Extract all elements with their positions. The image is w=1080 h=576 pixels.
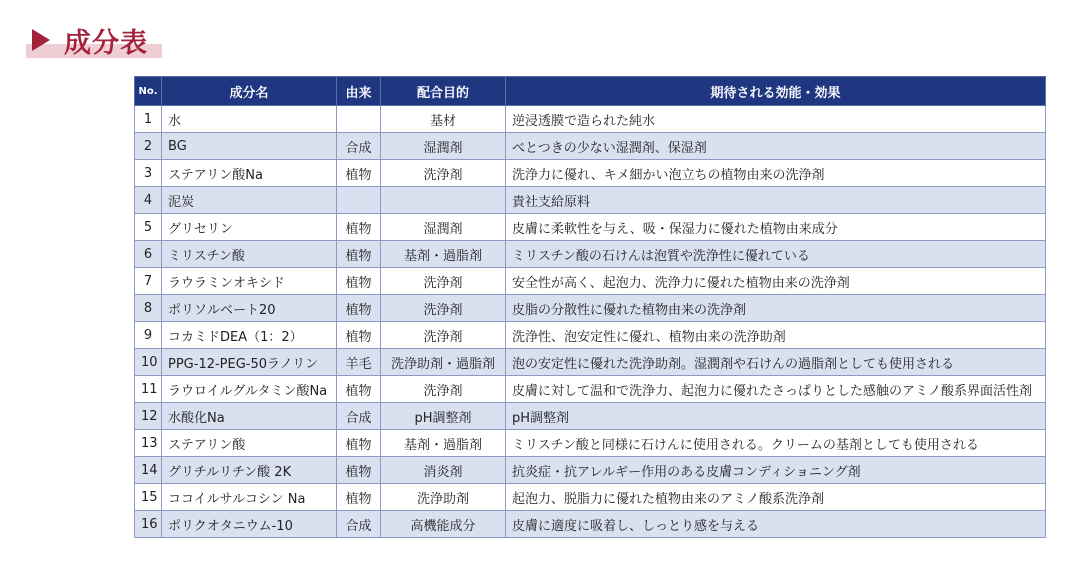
cell-purpose: pH調整剤 xyxy=(381,403,506,430)
section-heading xyxy=(26,20,166,60)
table-row xyxy=(135,133,1046,160)
triangle-arrow-icon xyxy=(32,29,50,51)
cell-effect: 逆浸透膜で造られた純水 xyxy=(506,106,1046,133)
cell-purpose: 湿潤剤 xyxy=(381,133,506,160)
table-row xyxy=(135,430,1046,457)
cell-purpose: 洗浄剤 xyxy=(381,295,506,322)
ingredient-table xyxy=(134,76,1046,538)
cell-ingredient-name: BG xyxy=(162,133,337,160)
column-header-purpose: 配合目的 xyxy=(381,77,506,106)
cell-purpose: 洗浄剤 xyxy=(381,160,506,187)
cell-ingredient-name: ステアリン酸Na xyxy=(162,160,337,187)
cell-effect: 抗炎症・抗アレルギー作用のある皮膚コンディショニング剤 xyxy=(506,457,1046,484)
table-row xyxy=(135,106,1046,133)
table-row xyxy=(135,187,1046,214)
table-row xyxy=(135,349,1046,376)
cell-no: 14 xyxy=(135,457,162,484)
cell-purpose xyxy=(381,187,506,214)
cell-origin: 植物 xyxy=(337,322,381,349)
cell-ingredient-name: ステアリン酸 xyxy=(162,430,337,457)
column-header-name: 成分名 xyxy=(162,77,337,106)
cell-no: 8 xyxy=(135,295,162,322)
cell-no: 13 xyxy=(135,430,162,457)
table-row xyxy=(135,511,1046,538)
cell-no: 1 xyxy=(135,106,162,133)
cell-origin: 植物 xyxy=(337,268,381,295)
cell-origin: 植物 xyxy=(337,457,381,484)
cell-effect: 泡の安定性に優れた洗浄助剤。湿潤剤や石けんの過脂剤としても使用される xyxy=(506,349,1046,376)
cell-origin: 植物 xyxy=(337,160,381,187)
cell-purpose: 高機能成分 xyxy=(381,511,506,538)
cell-effect: 皮脂の分散性に優れた植物由来の洗浄剤 xyxy=(506,295,1046,322)
cell-purpose: 消炎剤 xyxy=(381,457,506,484)
cell-ingredient-name: PPG-12-PEG-50ラノリン xyxy=(162,349,337,376)
cell-effect: 洗浄性、泡安定性に優れ、植物由来の洗浄助剤 xyxy=(506,322,1046,349)
cell-ingredient-name: ミリスチン酸 xyxy=(162,241,337,268)
cell-no: 3 xyxy=(135,160,162,187)
table-row xyxy=(135,322,1046,349)
cell-effect: 起泡力、脱脂力に優れた植物由来のアミノ酸系洗浄剤 xyxy=(506,484,1046,511)
cell-no: 2 xyxy=(135,133,162,160)
cell-ingredient-name: ラウロイルグルタミン酸Na xyxy=(162,376,337,403)
cell-ingredient-name: 水酸化Na xyxy=(162,403,337,430)
cell-effect: 貴社支給原料 xyxy=(506,187,1046,214)
cell-no: 12 xyxy=(135,403,162,430)
cell-purpose: 基剤・過脂剤 xyxy=(381,241,506,268)
cell-effect: 皮膚に柔軟性を与え、吸・保湿力に優れた植物由来成分 xyxy=(506,214,1046,241)
cell-origin: 植物 xyxy=(337,430,381,457)
table-row xyxy=(135,268,1046,295)
cell-effect: 皮膚に適度に吸着し、しっとり感を与える xyxy=(506,511,1046,538)
cell-origin: 植物 xyxy=(337,295,381,322)
table-row xyxy=(135,160,1046,187)
cell-origin: 植物 xyxy=(337,376,381,403)
cell-effect: ミリスチン酸の石けんは泡質や洗浄性に優れている xyxy=(506,241,1046,268)
cell-ingredient-name: ココイルサルコシン Na xyxy=(162,484,337,511)
cell-origin xyxy=(337,106,381,133)
cell-effect: 皮膚に対して温和で洗浄力、起泡力に優れたさっぱりとした感触のアミノ酸系界面活性剤 xyxy=(506,376,1046,403)
column-header-origin: 由来 xyxy=(337,77,381,106)
cell-no: 6 xyxy=(135,241,162,268)
cell-ingredient-name: ポリソルベート20 xyxy=(162,295,337,322)
cell-origin xyxy=(337,187,381,214)
cell-purpose: 洗浄剤 xyxy=(381,376,506,403)
cell-origin: 植物 xyxy=(337,214,381,241)
table-row xyxy=(135,484,1046,511)
cell-origin: 植物 xyxy=(337,484,381,511)
cell-no: 11 xyxy=(135,376,162,403)
cell-purpose: 湿潤剤 xyxy=(381,214,506,241)
table-row xyxy=(135,241,1046,268)
cell-ingredient-name: コカミドDEA（1：2） xyxy=(162,322,337,349)
cell-effect: pH調整剤 xyxy=(506,403,1046,430)
table-header-row xyxy=(135,77,1046,106)
cell-no: 9 xyxy=(135,322,162,349)
cell-ingredient-name: グリチルリチン酸 2K xyxy=(162,457,337,484)
cell-ingredient-name: ポリクオタニウム-10 xyxy=(162,511,337,538)
table-row xyxy=(135,457,1046,484)
table-row xyxy=(135,376,1046,403)
cell-origin: 植物 xyxy=(337,241,381,268)
table-body xyxy=(135,106,1046,538)
column-header-effect: 期待される効能・効果 xyxy=(506,77,1046,106)
page-title: 成分表 xyxy=(64,27,148,59)
cell-effect: ミリスチン酸と同様に石けんに使用される。クリームの基剤としても使用される xyxy=(506,430,1046,457)
cell-origin: 合成 xyxy=(337,511,381,538)
cell-purpose: 基剤・過脂剤 xyxy=(381,430,506,457)
cell-ingredient-name: ラウラミンオキシド xyxy=(162,268,337,295)
cell-purpose: 洗浄助剤 xyxy=(381,484,506,511)
cell-no: 15 xyxy=(135,484,162,511)
table-row xyxy=(135,295,1046,322)
cell-no: 4 xyxy=(135,187,162,214)
cell-origin: 合成 xyxy=(337,133,381,160)
cell-no: 10 xyxy=(135,349,162,376)
cell-effect: 洗浄力に優れ、キメ細かい泡立ちの植物由来の洗浄剤 xyxy=(506,160,1046,187)
cell-effect: 安全性が高く、起泡力、洗浄力に優れた植物由来の洗浄剤 xyxy=(506,268,1046,295)
cell-purpose: 基材 xyxy=(381,106,506,133)
cell-purpose: 洗浄剤 xyxy=(381,268,506,295)
cell-effect: べとつきの少ない湿潤剤、保湿剤 xyxy=(506,133,1046,160)
cell-ingredient-name: 泥炭 xyxy=(162,187,337,214)
cell-origin: 合成 xyxy=(337,403,381,430)
cell-no: 16 xyxy=(135,511,162,538)
cell-no: 7 xyxy=(135,268,162,295)
table-row xyxy=(135,403,1046,430)
cell-origin: 羊毛 xyxy=(337,349,381,376)
cell-purpose: 洗浄助剤・過脂剤 xyxy=(381,349,506,376)
cell-ingredient-name: 水 xyxy=(162,106,337,133)
cell-purpose: 洗浄剤 xyxy=(381,322,506,349)
table-row xyxy=(135,214,1046,241)
cell-no: 5 xyxy=(135,214,162,241)
cell-ingredient-name: グリセリン xyxy=(162,214,337,241)
column-header-no: No. xyxy=(135,77,162,106)
